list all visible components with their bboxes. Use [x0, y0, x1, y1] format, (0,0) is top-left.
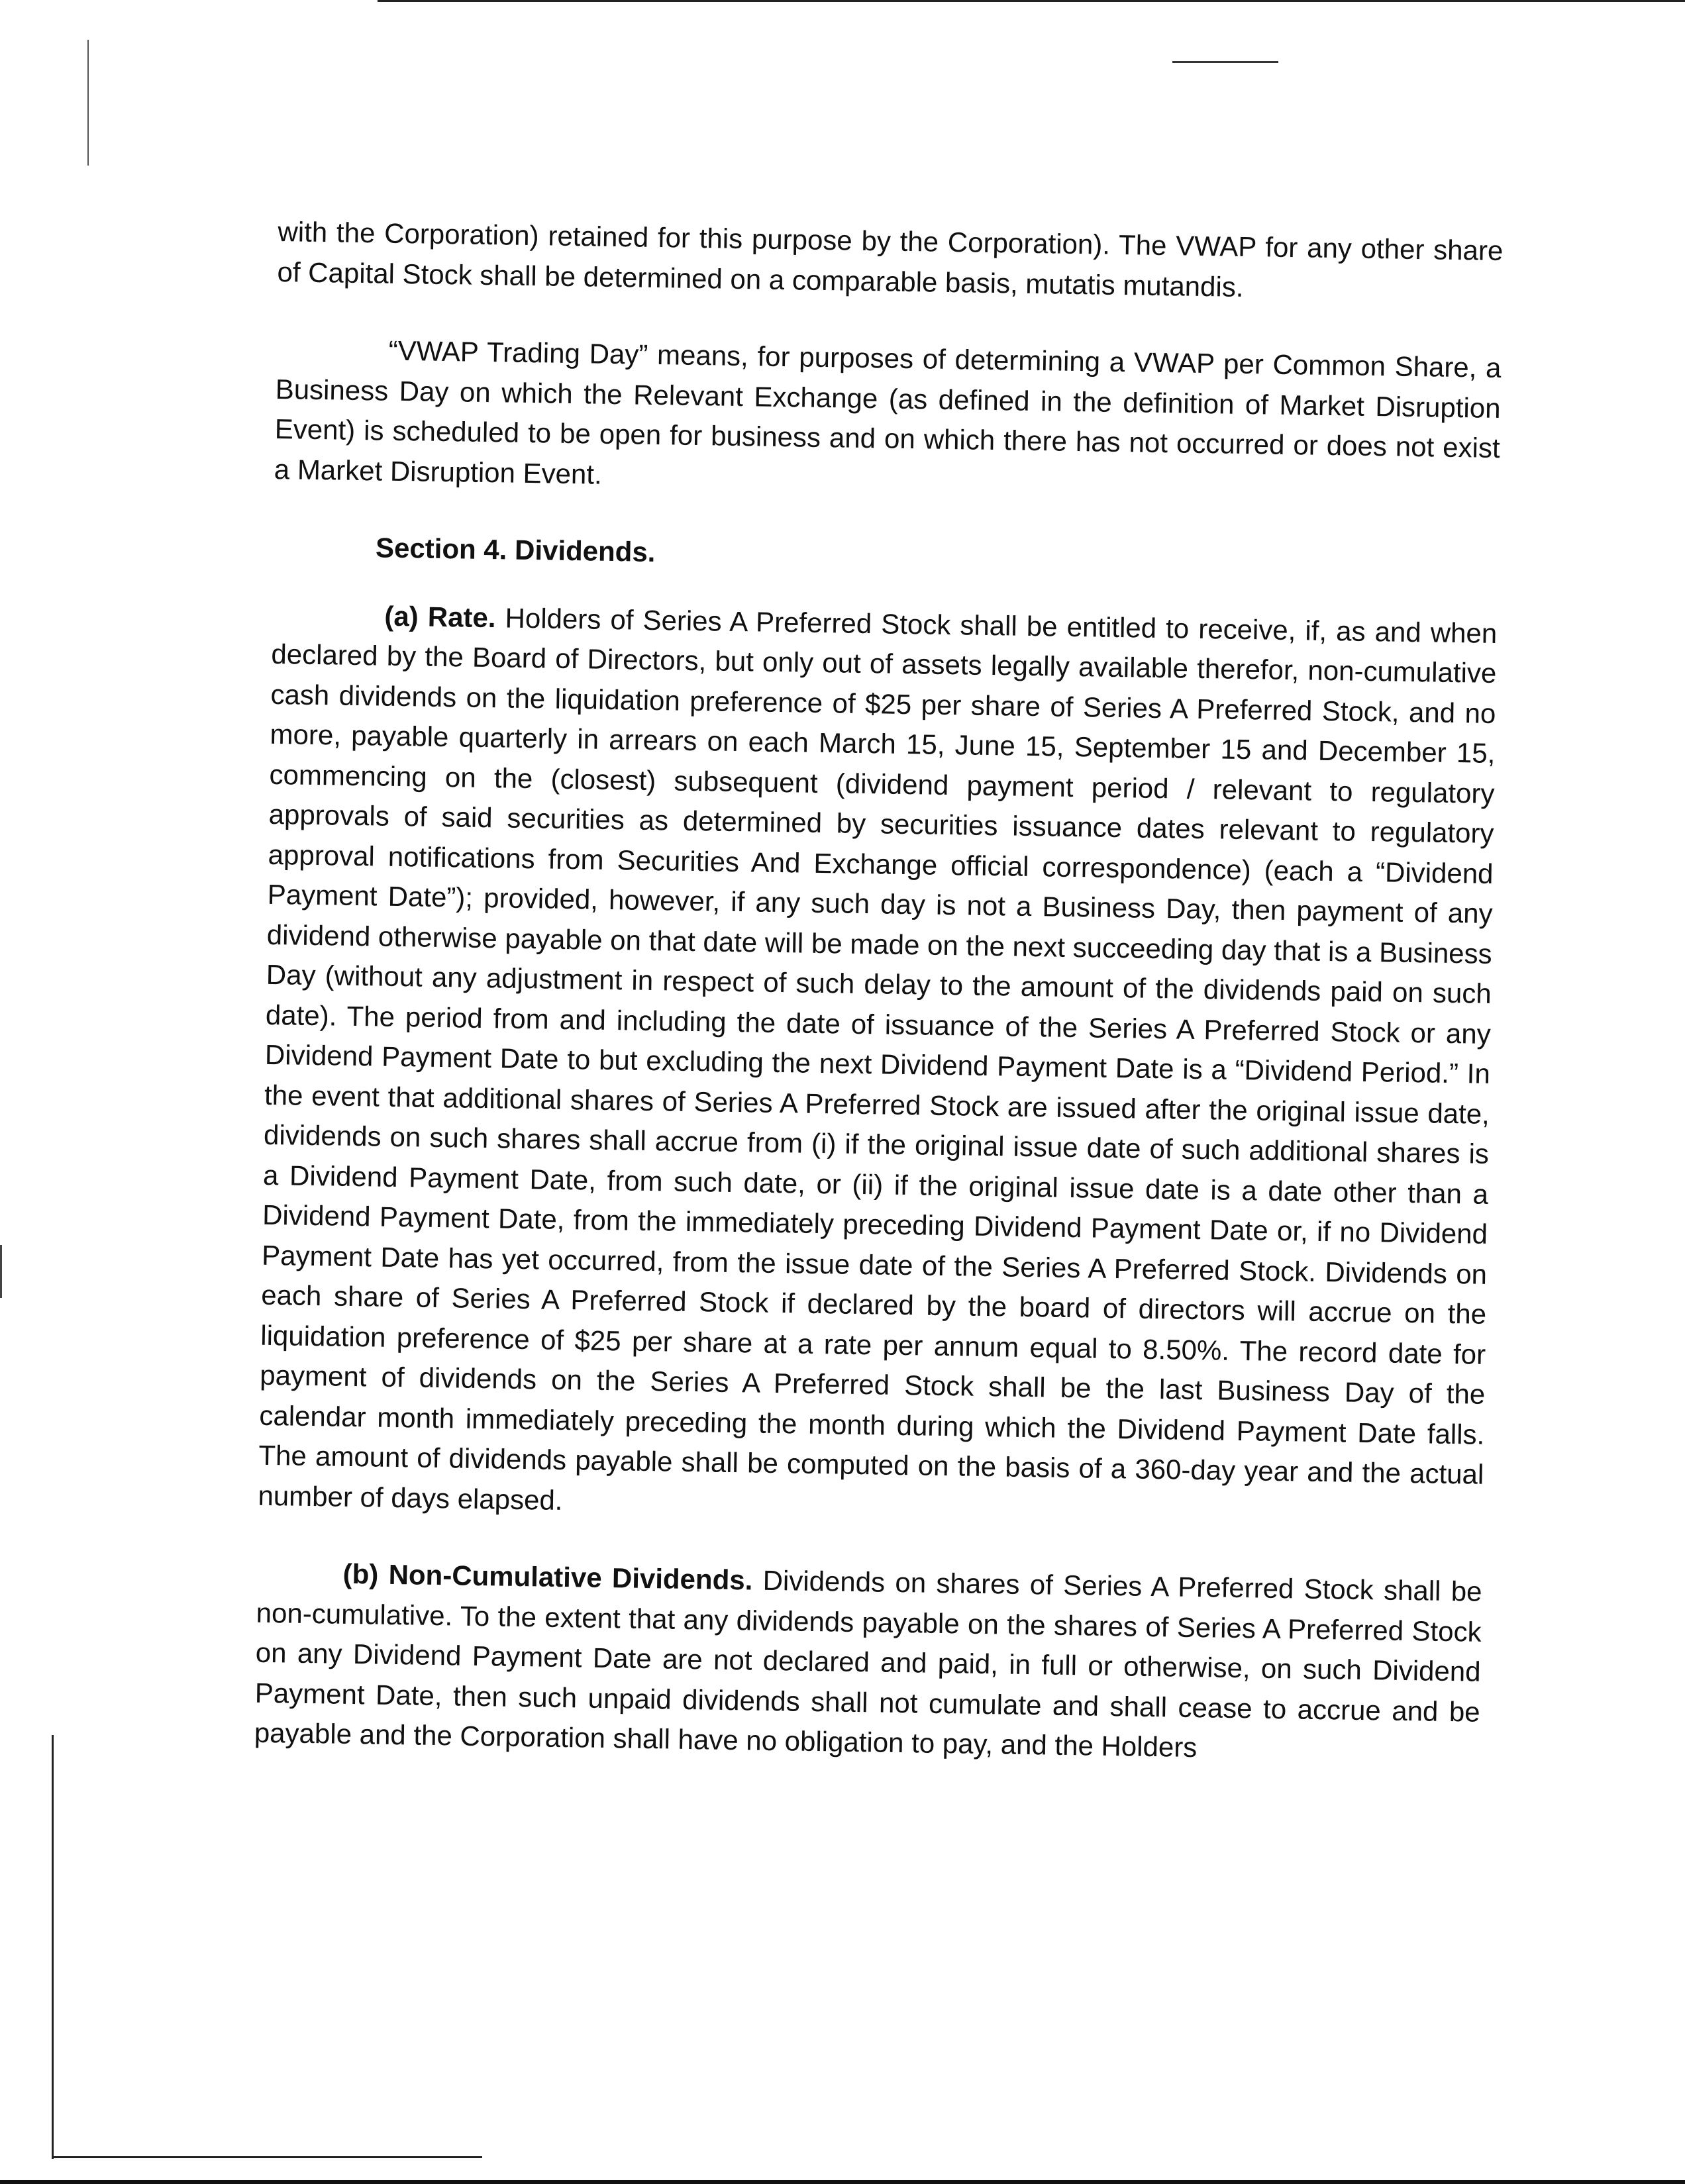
scan-edge-left	[52, 1735, 54, 2159]
scan-edge-bottom	[52, 2156, 482, 2158]
noncum-body: Dividends on shares of Series A Preferred Stock shall be non-cumulative. To the extent that any dividends payable on the shares of Series A Preferred Stock on any Dividend Payment Date are not declared and paid, in full or otherwise, on such Dividend Payment Date, then such unpaid dividends shall not cumulate and shall cease to accrue and be payable and the Corporation shall have no obligation to pay, and the Holders	[254, 1564, 1482, 1763]
scan-mark-left	[87, 40, 89, 166]
scan-mark-left-lower	[0, 1245, 2, 1298]
rate-body: Holders of Series A Preferred Stock shall be entitled to receive, if, as and when declared by the Board of Directors, but only out of assets legally available therefor, non-cumulative cash dividends on the liquidation preference of $25 per share of Series A Preferred Stock, and no more, payable quarterly in arrears on each March 15, June 15, September 15 and December 15, commencing on the (closest) subsequent (dividend payment period / relevant to regulatory approvals of said securities as determined by securities issuance dates relevant to regulatory approval notifications from Securities And Exchange official correspondence) (each a “Dividend Payment Date”); provided, however, if any such day is not a Business Day, then payment of any dividend otherwise payable on that date will be made on the next succeeding day that is a Business Day (without any adjustment in respect of such delay to the amount of the dividends paid on such date). The period from and including the date of issuance of the Series A Preferred Stock or any Dividend Payment Date to but excluding the next Dividend Payment Date is a “Dividend Period.” In the event that additional shares of Series A Preferred Stock are issued after the original issue date, dividends on such shares shall accrue from (i) if the original issue date of such additional shares is a Dividend Payment Date, from such date, or (ii) if the original issue date is a date other than a Dividend Payment Date, from the immediately preceding Dividend Payment Date or, if no Dividend Payment Date has yet occurred, from the issue date of the Series A Preferred Stock. Dividends on each share of Series A Preferred Stock if declared by the board of directors will accrue on the liquidation preference of $25 per share at a rate per annum equal to 8.50%. The record date for payment of dividends on the Series A Preferred Stock shall be the last Business Day of the calendar month immediately preceding the month during which the Dividend Payment Date falls. The amount of dividends payable shall be computed on the basis of a 360-day year and the actual number of days elapsed.	[258, 601, 1498, 1516]
scan-mark-dash	[1172, 61, 1278, 63]
rate-lead: (a) Rate.	[384, 600, 496, 633]
paragraph-vwap-trading-day: “VWAP Trading Day” means, for purposes of determining a VWAP per Common Share, a Business Day on which the Relevant Exchange (as defined in the definition of Market Disruption Event) is scheduled to be open for business and on which there has not occurred or does not exist a Market Disruption Event.	[274, 334, 1502, 490]
paragraph-continuation: with the Corporation) retained for this purpose by the Corporation). The VWAP for any other share of Capital Stock shall be determined on a comparable basis, mutatis mutandis.	[277, 215, 1504, 303]
noncum-lead: (b) Non-Cumulative Dividends.	[342, 1558, 753, 1596]
scan-edge-bottom-full	[0, 2180, 1685, 2184]
paragraph-non-cumulative	[254, 1553, 1482, 1773]
section-heading: Section 4. Dividends.	[375, 532, 656, 568]
document-body	[254, 212, 1503, 1772]
scan-edge-top	[378, 0, 1685, 2]
paragraph-rate	[258, 594, 1498, 1534]
